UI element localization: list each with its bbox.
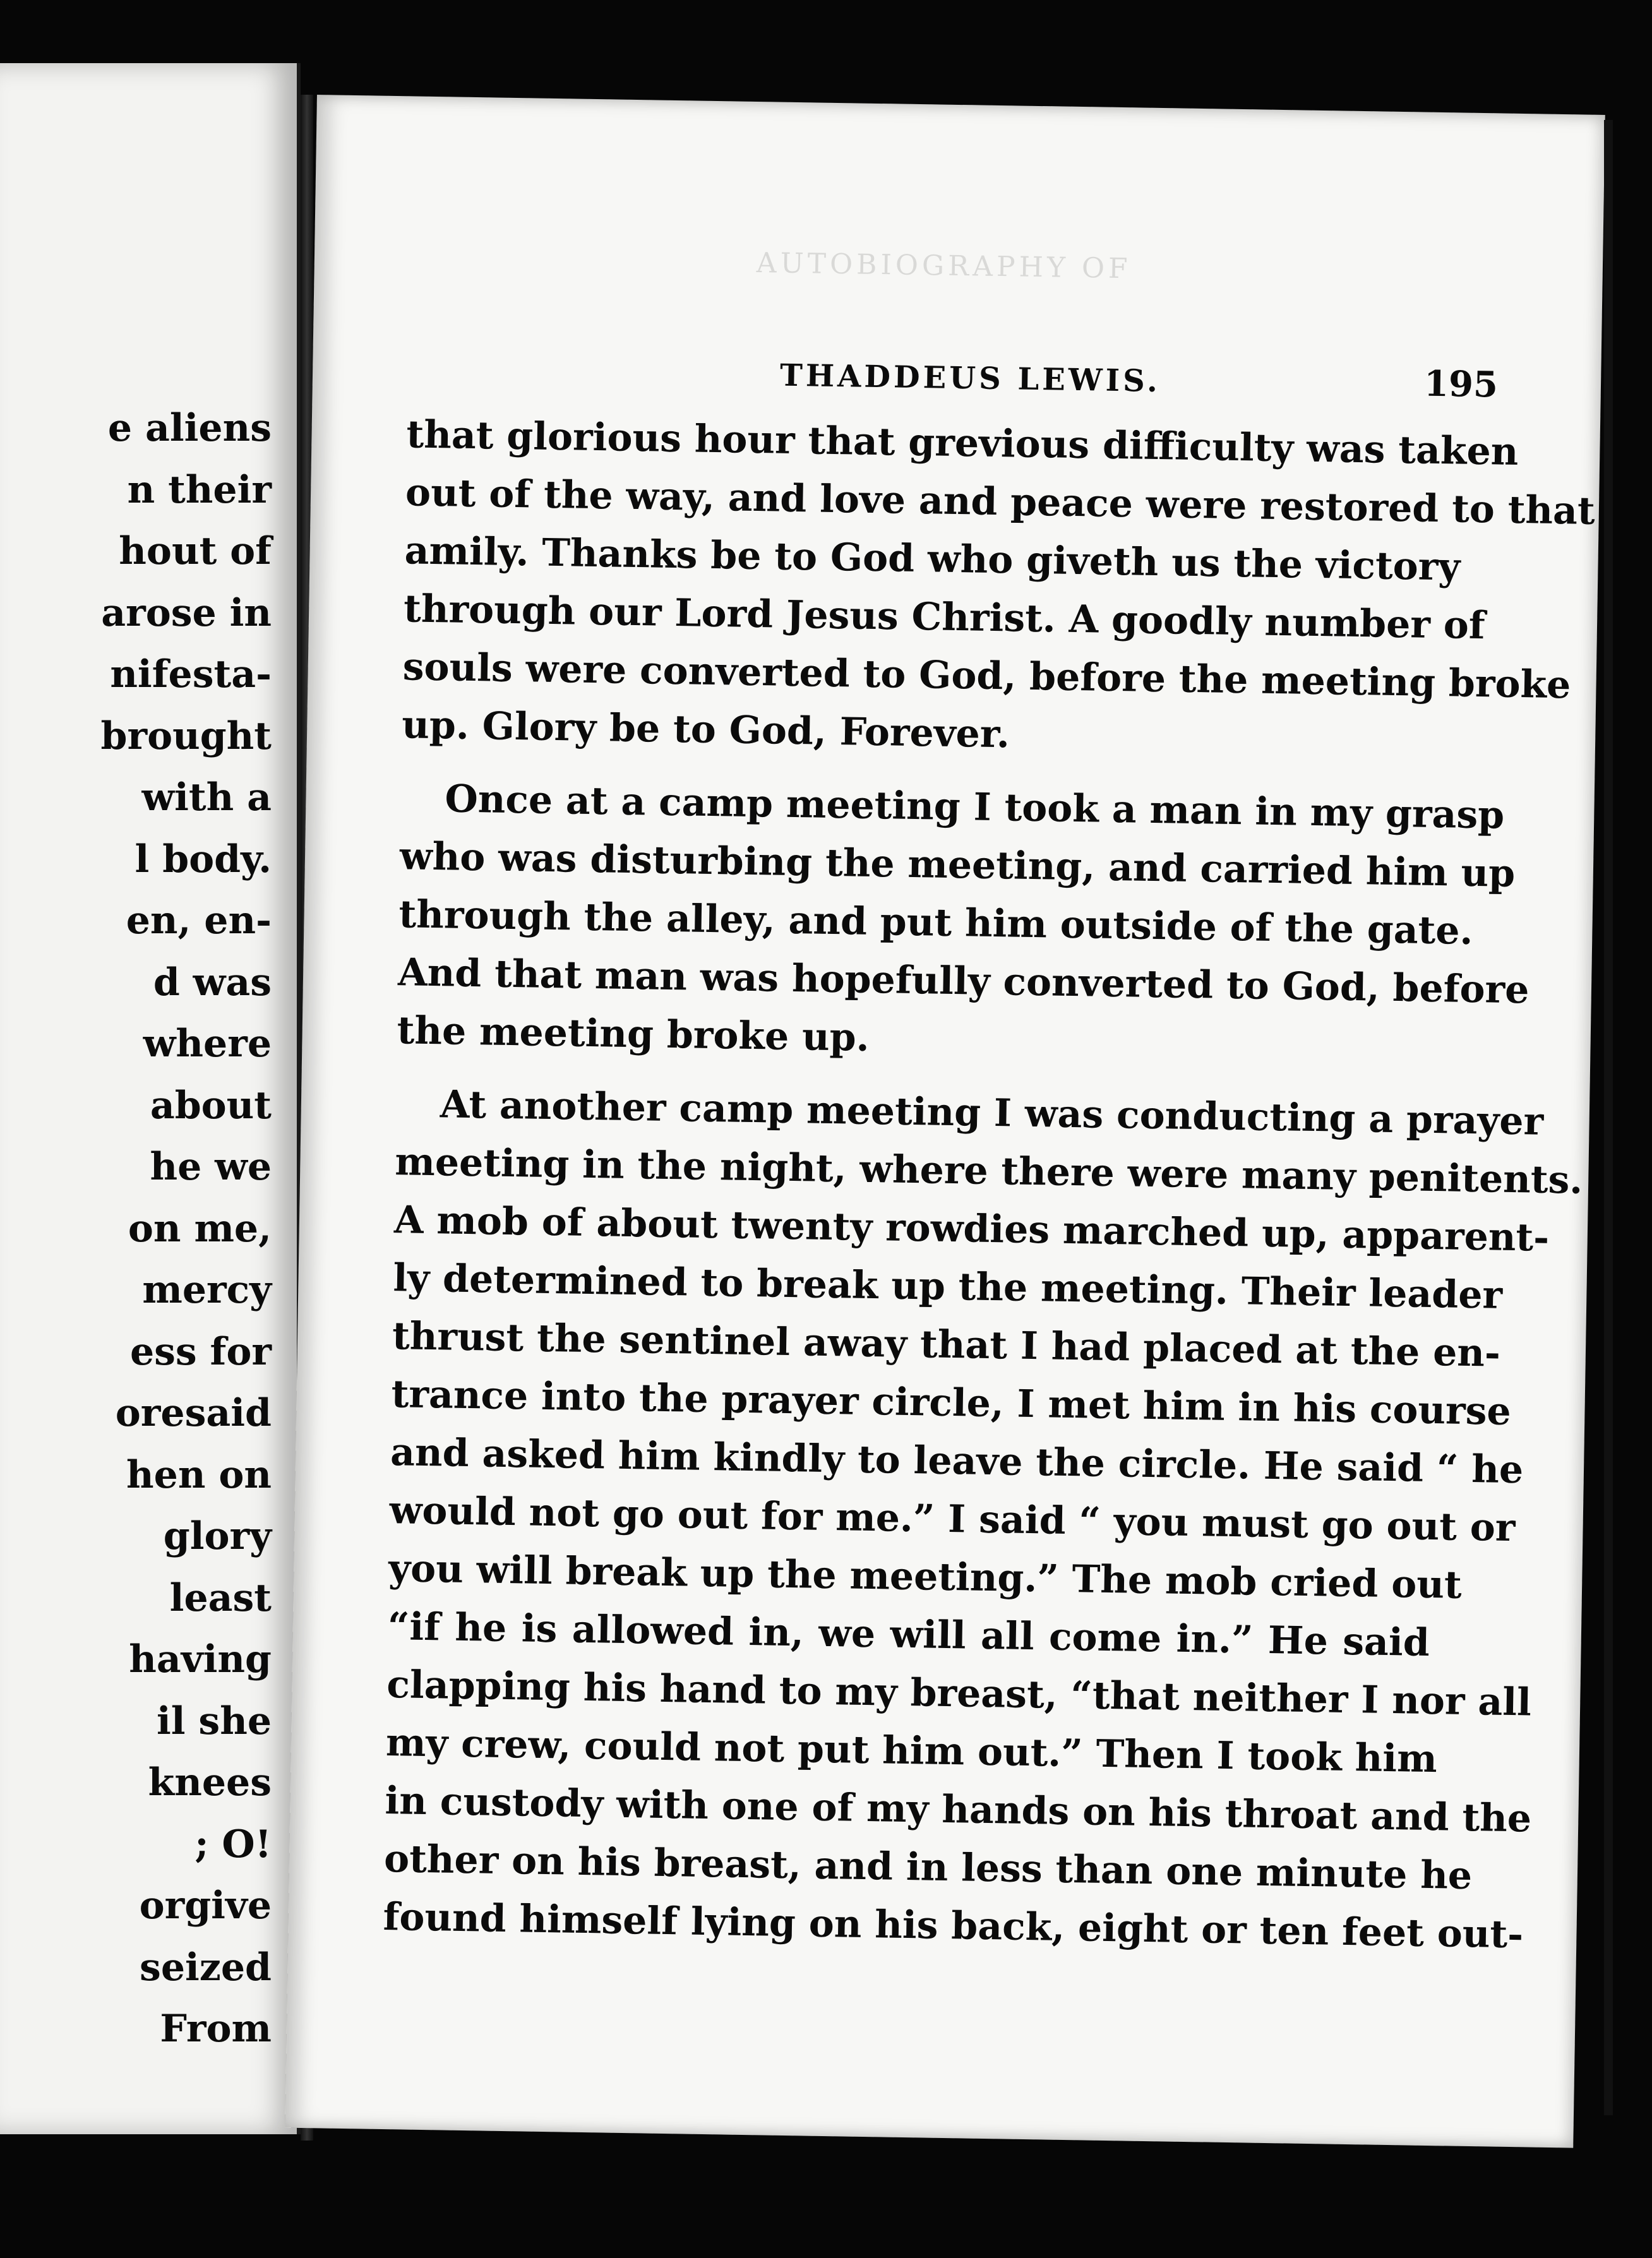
previous-page-line: seized xyxy=(140,1945,272,1990)
previous-page-line: oresaid xyxy=(115,1391,272,1435)
paragraph xyxy=(397,769,1529,1076)
previous-page-line: on me, xyxy=(128,1206,272,1251)
page-number: 195 xyxy=(1423,362,1499,406)
text-line: trance into the prayer circle, I met him in his course xyxy=(391,1372,1512,1434)
previous-page-line: ess for xyxy=(129,1329,272,1374)
previous-page-line: nifesta- xyxy=(110,652,272,696)
text-line: who was disturbing the meeting, and carried him up xyxy=(399,834,1516,896)
previous-page-line: least xyxy=(169,1575,272,1620)
body-text xyxy=(383,405,1596,1962)
text-line: amily. Thanks be to God who giveth us the victory xyxy=(404,529,1461,590)
text-line: souls were converted to God, before the meeting broke xyxy=(402,645,1571,708)
previous-page-line: d was xyxy=(153,960,272,1005)
text-line: through our Lord Jesus Christ. A goodly number of xyxy=(403,587,1486,648)
text-line: you will break up the meeting.” The mob cried out xyxy=(388,1546,1463,1608)
text-line: the meeting broke up. xyxy=(397,1008,870,1060)
running-header xyxy=(313,350,1601,415)
text-line: At another camp meeting I was conducting a prayer xyxy=(440,1082,1544,1144)
text-line: up. Glory be to God, Forever. xyxy=(401,703,1010,757)
previous-page-line: e aliens xyxy=(107,406,272,450)
previous-page-line: arose in xyxy=(101,590,272,635)
previous-page-line: ; O! xyxy=(195,1822,272,1867)
previous-page-line: brought xyxy=(100,714,272,758)
previous-page-line: with a xyxy=(141,775,272,820)
previous-page-line: hen on xyxy=(126,1452,272,1497)
text-line: and asked him kindly to leave the circle. He said “ he xyxy=(390,1430,1524,1493)
previous-page-line: having xyxy=(129,1637,272,1682)
text-line: out of the way, and love and peace were restored to that xyxy=(405,470,1596,534)
previous-page-line: l body. xyxy=(135,837,272,881)
text-line: thrust the sentinel away that I had placed at the en- xyxy=(392,1314,1501,1376)
book-page xyxy=(285,95,1605,2148)
text-line: A mob of about twenty rowdies marched up, apparent- xyxy=(393,1198,1550,1260)
running-header-title: THADDEUS LEWIS. xyxy=(779,357,1161,400)
bleedthrough-text: AUTOBIOGRAPHY OF xyxy=(756,246,1132,285)
text-line: my crew, could not put him out.” Then I took him xyxy=(385,1721,1438,1782)
text-line: that glorious hour that grevious difficulty was taken xyxy=(406,412,1519,474)
text-line: “if he is allowed in, we will all come in.” He said xyxy=(387,1604,1430,1665)
text-line: ly determined to break up the meeting. Their leader xyxy=(393,1256,1503,1318)
text-line: would not go out for me.” I said “ you must go out or xyxy=(389,1488,1516,1551)
previous-page-line: n their xyxy=(127,467,272,512)
page-edge-shadow xyxy=(1604,120,1613,2115)
previous-page-text xyxy=(0,398,272,2060)
previous-page-line: hout of xyxy=(119,529,272,573)
text-line: found himself lying on his back, eight or ten feet out- xyxy=(383,1895,1524,1957)
previous-page-fragment xyxy=(0,63,301,2134)
paragraph xyxy=(401,405,1596,770)
previous-page-line: From xyxy=(160,2007,272,2051)
previous-page-line: mercy xyxy=(142,1268,272,1312)
text-line: Once at a camp meeting I took a man in my grasp xyxy=(444,777,1505,838)
paragraph xyxy=(383,1075,1583,1962)
previous-page-line: il she xyxy=(156,1699,272,1743)
previous-page-line: en, en- xyxy=(126,899,272,943)
text-line: meeting in the night, where there were many penitents. xyxy=(394,1140,1583,1203)
text-line: in custody with one of my hands on his throat and the xyxy=(385,1779,1532,1841)
previous-page-line: about xyxy=(150,1083,272,1128)
previous-page-line: glory xyxy=(163,1514,272,1558)
text-line: clapping his hand to my breast, “that neither I nor all xyxy=(386,1663,1532,1725)
previous-page-line: orgive xyxy=(139,1884,272,1928)
previous-page-line: he we xyxy=(150,1145,272,1189)
text-line: And that man was hopefully converted to God, before xyxy=(397,950,1529,1013)
text-line: other on his breast, and in less than one minute he xyxy=(383,1837,1473,1899)
previous-page-line: where xyxy=(143,1022,272,1066)
text-line: through the alley, and put him outside of the gate. xyxy=(398,892,1473,953)
previous-page-line: knees xyxy=(148,1760,272,1805)
